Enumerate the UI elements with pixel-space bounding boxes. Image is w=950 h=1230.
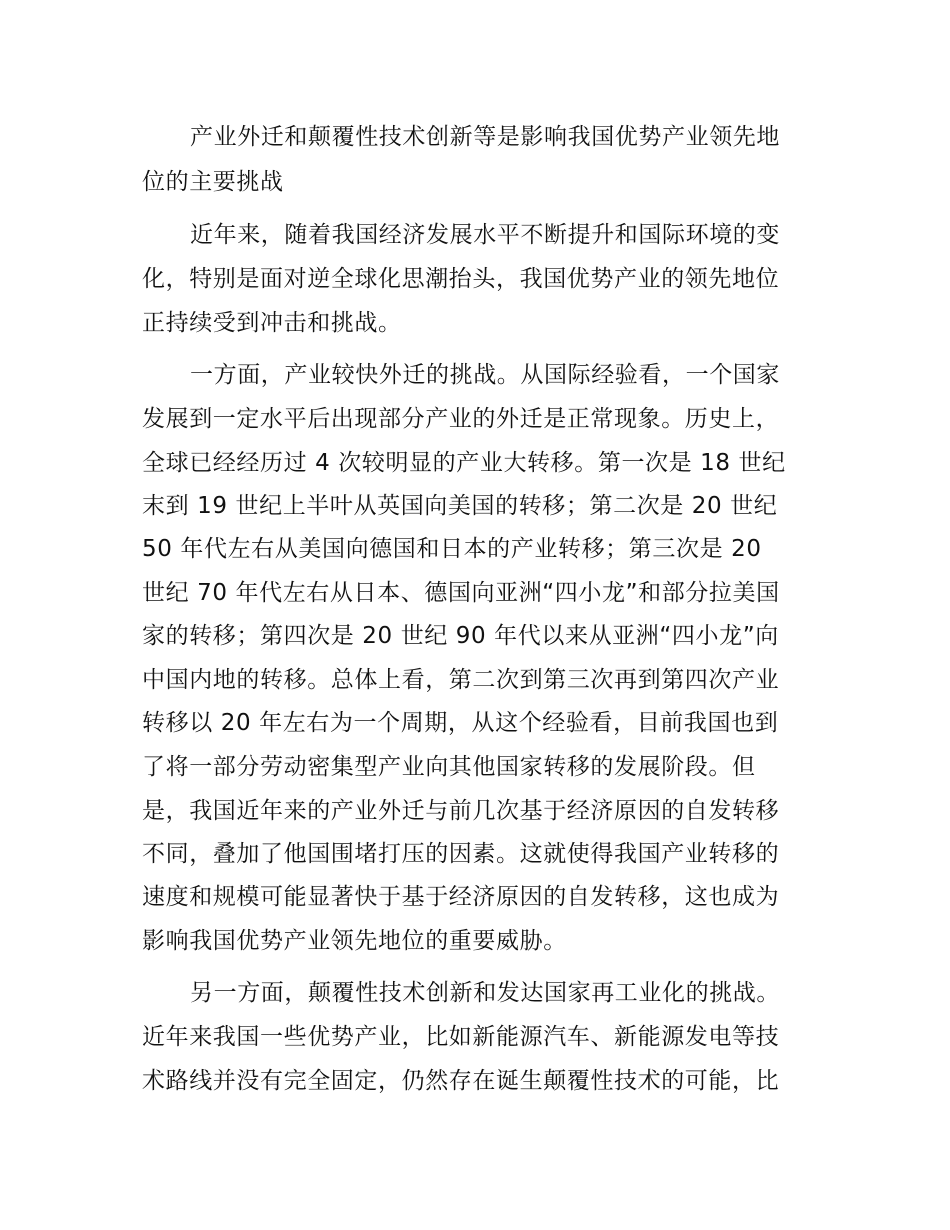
- paragraph-line: 一方面，产业较快外迁的挑战。从国际经验看，一个国家: [190, 362, 780, 388]
- paragraph-line: 近年来，随着我国经济发展水平不断提升和国际环境的变: [190, 222, 780, 248]
- paragraph-line: 不同，叠加了他国围堵打压的因素。这就使得我国产业转移的: [142, 841, 780, 867]
- heading-line-1: 产业外迁和颠覆性技术创新等是影响我国优势产业领先地: [190, 124, 780, 150]
- paragraph-line: 速度和规模可能显著快于基于经济原因的自发转移，这也成为: [142, 884, 780, 910]
- paragraph-line: 末到 19 世纪上半叶从英国向美国的转移；第二次是 20 世纪: [142, 493, 778, 519]
- paragraph-line: 了将一部分劳动密集型产业向其他国家转移的发展阶段。但: [142, 754, 756, 780]
- paragraph-line: 术路线并没有完全固定，仍然存在诞生颠覆性技术的可能，比: [142, 1068, 780, 1094]
- paragraph-line: 家的转移；第四次是 20 世纪 90 年代以来从亚洲“四小龙”向: [142, 623, 779, 649]
- paragraph-line: 世纪 70 年代左右从日本、德国向亚洲“四小龙”和部分拉美国: [142, 580, 780, 606]
- paragraph-line: 近年来我国一些优势产业，比如新能源汽车、新能源发电等技: [142, 1024, 780, 1050]
- paragraph-line: 影响我国优势产业领先地位的重要威胁。: [142, 928, 567, 954]
- paragraph-line: 另一方面，颠覆性技术创新和发达国家再工业化的挑战。: [190, 980, 780, 1006]
- paragraph-line: 正持续受到冲击和挑战。: [142, 310, 402, 336]
- paragraph-line: 50 年代左右从美国向德国和日本的产业转移；第三次是 20: [142, 536, 762, 562]
- paragraph-line: 化，特别是面对逆全球化思潮抬头，我国优势产业的领先地位: [142, 266, 780, 292]
- paragraph-line: 转移以 20 年左右为一个周期，从这个经验看，目前我国也到: [142, 710, 779, 736]
- heading-line-2: 位的主要挑战: [142, 169, 284, 195]
- paragraph-line: 全球已经经历过 4 次较明显的产业大转移。第一次是 18 世纪: [142, 450, 786, 476]
- paragraph-line: 发展到一定水平后出现部分产业的外迁是正常现象。历史上，: [142, 406, 780, 432]
- paragraph-line: 是，我国近年来的产业外迁与前几次基于经济原因的自发转移: [142, 798, 780, 824]
- paragraph-line: 中国内地的转移。总体上看，第二次到第三次再到第四次产业: [142, 667, 780, 693]
